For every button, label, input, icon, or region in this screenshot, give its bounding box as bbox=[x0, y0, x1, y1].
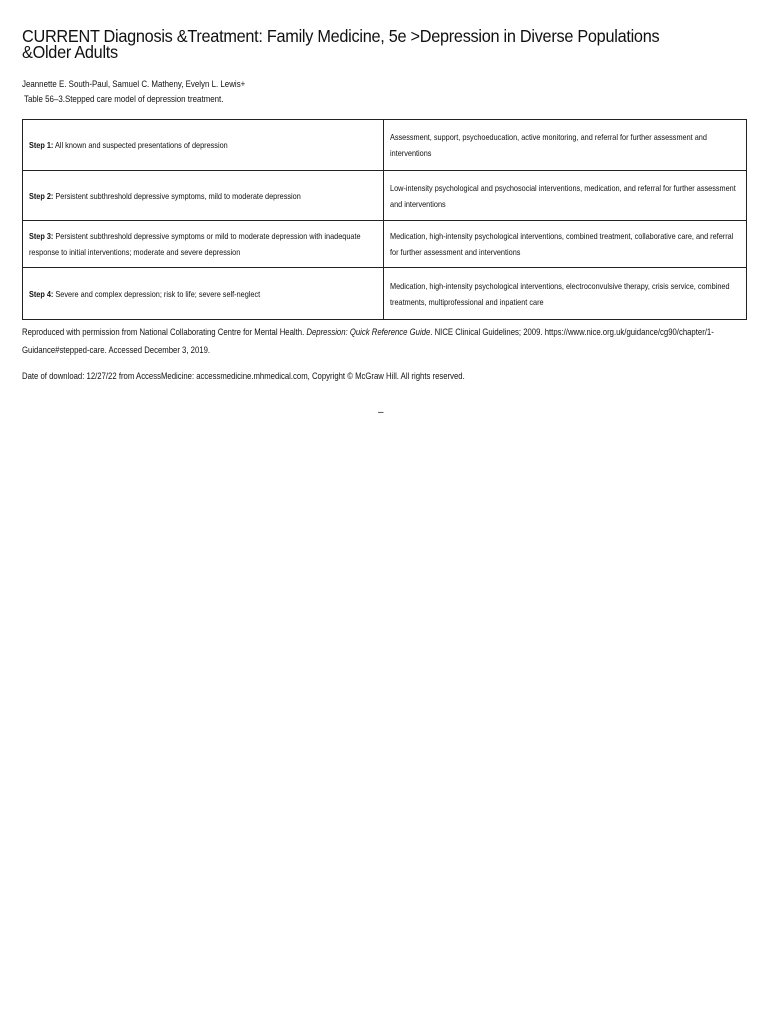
source-guide-title: Depression: Quick Reference Guide bbox=[306, 327, 431, 337]
source-note-suffix: . NICE Clinical Guidelines; 2009. https://www.nice.org.uk/guidance/cg90/chapter/1-Guidance#stepped-care. Accessed December 3, 2019. bbox=[22, 327, 714, 355]
step-treatment: Low-intensity psychological and psychosocial interventions, medication, and referral for further assessment and interventions bbox=[390, 182, 736, 209]
table-row bbox=[23, 171, 747, 221]
step-label: Step 2: bbox=[29, 190, 54, 201]
source-note-prefix: Reproduced with permission from National Collaborating Centre for Mental Health. bbox=[22, 327, 307, 337]
document-title: CURRENT Diagnosis &Treatment: Family Medicine, 5e >Depression in Diverse Populations &Older Adults bbox=[22, 26, 660, 62]
table-row bbox=[23, 120, 747, 171]
step-treatment: Assessment, support, psychoeducation, active monitoring, and referral for further assessment and interventions bbox=[390, 132, 707, 158]
step-condition: Persistent subthreshold depressive symptoms, mild to moderate depression bbox=[53, 190, 301, 201]
step-treatment: Medication, high-intensity psychological interventions, combined treatment, collaborative care, and referral for further assessment and interventions bbox=[390, 231, 734, 257]
author-list: Jeannette E. South-Paul, Samuel C. Matheny, Evelyn L. Lewis+ bbox=[22, 79, 246, 89]
step-treatment: Medication, high-intensity psychological interventions, electroconvulsive therapy, crisis service, combined treatments, multiprofessional and inpatient care bbox=[390, 280, 730, 307]
step-label: Step 1: bbox=[29, 140, 54, 150]
step-condition-cell bbox=[23, 221, 384, 268]
step-label: Step 3: bbox=[29, 231, 54, 241]
step-condition-cell bbox=[23, 120, 384, 171]
table-caption: Table 56–3.Stepped care model of depression treatment. bbox=[24, 94, 224, 104]
page-marker: – bbox=[378, 407, 384, 418]
table-row bbox=[23, 221, 747, 268]
table-row bbox=[23, 268, 747, 320]
step-condition: Severe and complex depression; risk to life; severe self-neglect bbox=[53, 288, 261, 299]
step-treatment-cell bbox=[384, 171, 747, 221]
step-treatment-cell bbox=[384, 120, 747, 171]
step-label: Step 4: bbox=[29, 288, 54, 299]
download-note: Date of download: 12/27/22 from AccessMedicine: accessmedicine.mhmedical.com, Copyright © McGraw Hill. All rights reserved. bbox=[22, 371, 465, 381]
step-condition: All known and suspected presentations of depression bbox=[53, 140, 228, 150]
step-treatment-cell bbox=[384, 268, 747, 320]
step-condition-cell bbox=[23, 171, 384, 221]
step-condition: Persistent subthreshold depressive symptoms or mild to moderate depression with inadequate response to initial interventions; moderate and severe depression bbox=[29, 231, 361, 257]
stepped-care-table bbox=[22, 119, 747, 320]
step-condition-cell bbox=[23, 268, 384, 320]
source-note bbox=[22, 323, 744, 359]
step-treatment-cell bbox=[384, 221, 747, 268]
